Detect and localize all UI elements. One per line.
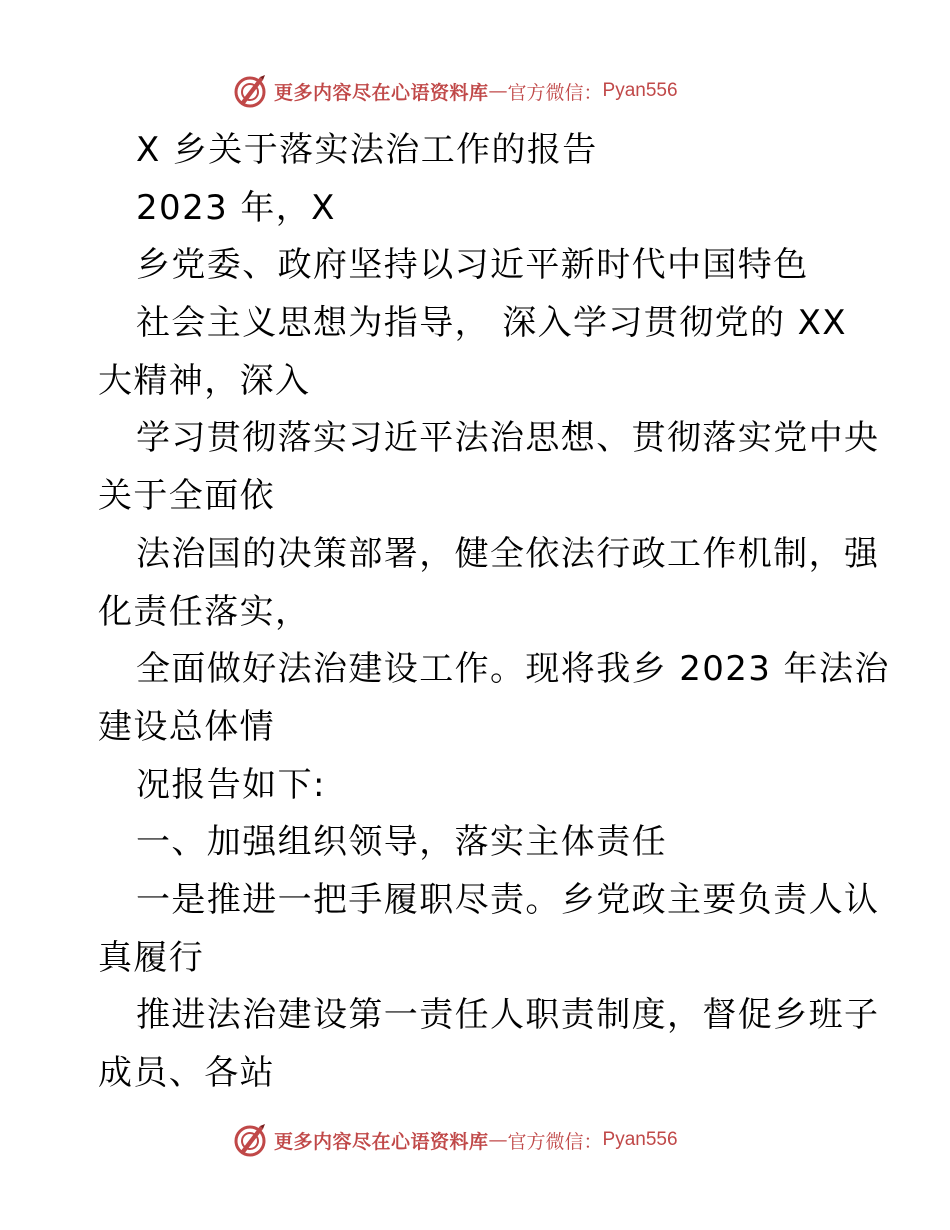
text-line: 社会主义思想为指导， 深入学习贯彻党的 XX: [136, 303, 847, 344]
header-banner-title: 更多内容尽在心语资料库: [274, 81, 489, 104]
footer-banner-wechat-label: 官方微信：: [507, 1130, 603, 1153]
text-line: 全面做好法治建设工作。现将我乡 2023 年法治: [136, 649, 890, 690]
text-line: 推进法治建设第一责任人职责制度，督促乡班子: [136, 995, 880, 1036]
document-body: [98, 122, 890, 1103]
text-line: 况报告如下:: [136, 764, 326, 805]
text-line: 成员、各站: [98, 1053, 275, 1093]
header-banner-separator: —: [488, 80, 508, 102]
footer-banner-wechat-id: Pyan556: [602, 1129, 678, 1150]
text-line: 化责任落实，: [98, 591, 311, 632]
text-line: 法治国的决策部署，健全依法行政工作机制，强: [136, 533, 880, 574]
document-title: X 乡关于落实法治工作的报告: [136, 130, 598, 170]
text-line: 一是推进一把手履职尽责。乡党政主要负责人认: [136, 879, 880, 920]
footer-banner-separator: —: [488, 1129, 508, 1151]
section-heading: 一、加强组织领导，落实主体责任: [136, 822, 667, 863]
quill-pen-logo-icon: [232, 1122, 268, 1158]
text-line: 乡党委、政府坚持以习近平新时代中国特色: [136, 245, 809, 286]
footer-banner: [232, 1120, 678, 1160]
text-line: 建设总体情: [98, 706, 275, 747]
text-line: 学习贯彻落实习近平法治思想、贯彻落实党中央: [136, 418, 880, 459]
footer-banner-title: 更多内容尽在心语资料库: [274, 1130, 489, 1153]
text-line: 2023 年，X: [136, 187, 336, 228]
text-line: 大精神，深入: [98, 360, 311, 401]
text-line: 真履行: [98, 937, 205, 978]
text-line: 关于全面依: [98, 476, 275, 517]
quill-pen-logo-icon: [232, 73, 268, 109]
header-banner: [232, 71, 678, 111]
header-banner-wechat-id: Pyan556: [602, 80, 678, 101]
header-banner-wechat-label: 官方微信：: [507, 81, 603, 104]
